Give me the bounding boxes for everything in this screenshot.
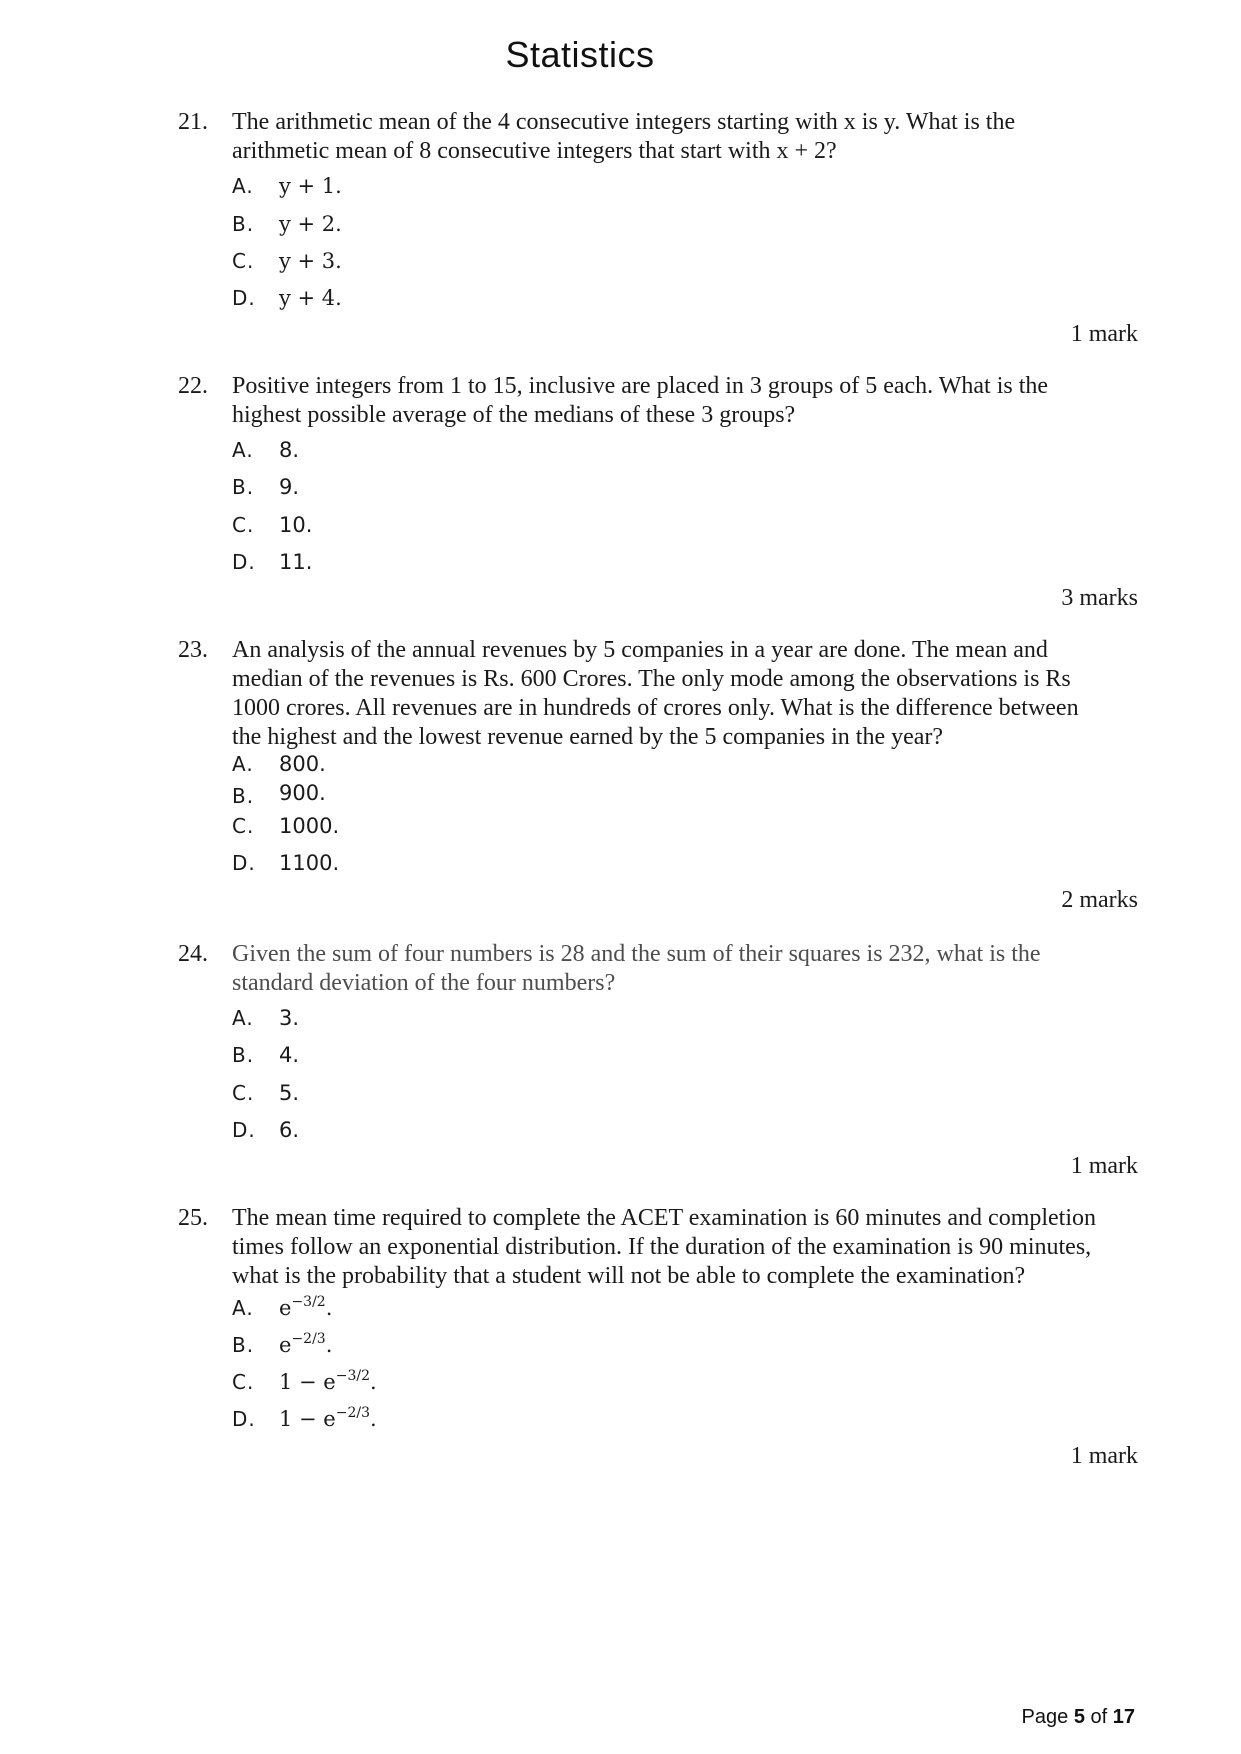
question-text bbox=[232, 940, 1138, 998]
option-value: 1100. bbox=[279, 851, 340, 875]
option-value: 800. bbox=[279, 752, 326, 776]
option-b bbox=[232, 1041, 299, 1069]
option-a bbox=[232, 436, 299, 464]
option-a bbox=[232, 1004, 299, 1032]
option-letter: D. bbox=[232, 286, 256, 310]
option-letter: B. bbox=[232, 784, 255, 808]
question-text-line: Given the sum of four numbers is 28 and the sum of their squares is 232, what is the bbox=[232, 941, 1041, 967]
marks-label: 1 mark bbox=[1070, 1443, 1138, 1469]
option-value: y + 2. bbox=[279, 212, 342, 236]
question-text-line: median of the revenues is Rs. 600 Crores. The only mode among the observations is Rs bbox=[232, 666, 1071, 692]
footer-total-pages: 17 bbox=[1112, 1706, 1135, 1728]
question-text bbox=[232, 108, 1138, 166]
question-number: 24. bbox=[178, 941, 208, 967]
footer-page-number: 5 bbox=[1073, 1706, 1085, 1728]
option-value: y + 1. bbox=[279, 174, 342, 198]
option-value: 1000. bbox=[279, 814, 340, 838]
question-number: 21. bbox=[178, 109, 208, 135]
option-letter: A. bbox=[232, 752, 254, 776]
option-value: 8. bbox=[279, 438, 300, 462]
question-text-line: standard deviation of the four numbers? bbox=[232, 970, 616, 996]
option-value bbox=[279, 1370, 377, 1394]
question-text bbox=[232, 372, 1138, 430]
question-text bbox=[232, 636, 1138, 752]
option-value bbox=[279, 1407, 377, 1431]
option-exponent: −3/2 bbox=[291, 1294, 326, 1310]
option-value: 6. bbox=[279, 1118, 300, 1142]
option-value: 9. bbox=[279, 475, 300, 499]
option-a bbox=[232, 750, 326, 778]
question-number: 23. bbox=[178, 637, 208, 663]
question-text-line: times follow an exponential distribution. If the duration of the examination is 90 minutes, bbox=[232, 1234, 1092, 1260]
option-end: . bbox=[370, 1407, 377, 1431]
option-letter: C. bbox=[232, 249, 255, 273]
question-text-line: what is the probability that a student will not be able to complete the examination? bbox=[232, 1263, 1026, 1289]
option-d bbox=[232, 1116, 299, 1144]
option-b bbox=[232, 1331, 332, 1359]
option-a bbox=[232, 1294, 332, 1322]
question-text-line: Positive integers from 1 to 15, inclusive are placed in 3 groups of 5 each. What is the bbox=[232, 373, 1049, 399]
question-text-line: highest possible average of the medians of these 3 groups? bbox=[232, 402, 796, 428]
marks-label: 1 mark bbox=[1070, 321, 1138, 347]
option-end: . bbox=[325, 1296, 333, 1320]
option-letter: D. bbox=[232, 1118, 256, 1142]
option-letter: D. bbox=[232, 851, 256, 875]
option-letter: A. bbox=[232, 1006, 254, 1030]
question-number: 22. bbox=[178, 373, 208, 399]
option-base: 1 − e bbox=[279, 1370, 336, 1394]
marks-label: 1 mark bbox=[1070, 1153, 1138, 1179]
option-value: y + 3. bbox=[279, 249, 342, 273]
question-text-line: An analysis of the annual revenues by 5 companies in a year are done. The mean and bbox=[232, 637, 1048, 663]
option-value: 4. bbox=[279, 1043, 300, 1067]
question-text bbox=[232, 1204, 1138, 1291]
option-value bbox=[279, 1296, 332, 1320]
question-text-line: 1000 crores. All revenues are in hundreds of crores only. What is the difference between bbox=[232, 695, 1079, 721]
question-text-line: arithmetic mean of 8 consecutive integers that start with x + 2? bbox=[232, 138, 837, 164]
option-d bbox=[232, 284, 342, 312]
option-exponent: −2/3 bbox=[335, 1405, 371, 1421]
option-value: 11. bbox=[279, 550, 313, 574]
option-b bbox=[232, 779, 326, 807]
option-d bbox=[232, 849, 339, 877]
option-c bbox=[232, 812, 339, 840]
option-b bbox=[232, 210, 342, 238]
option-letter: D. bbox=[232, 550, 256, 574]
option-letter: B. bbox=[232, 1043, 255, 1067]
page-title: Statistics bbox=[505, 34, 655, 75]
question-text-line: The mean time required to complete the ACET examination is 60 minutes and completion bbox=[232, 1205, 1097, 1231]
option-end: . bbox=[325, 1333, 333, 1357]
option-value bbox=[279, 1333, 332, 1357]
option-letter: B. bbox=[232, 475, 255, 499]
option-value: 5. bbox=[279, 1081, 300, 1105]
option-base: e bbox=[279, 1296, 292, 1320]
option-value: 900. bbox=[279, 781, 326, 805]
option-letter: B. bbox=[232, 212, 255, 236]
option-value: 3. bbox=[279, 1006, 300, 1030]
option-letter: C. bbox=[232, 513, 255, 537]
marks-label: 2 marks bbox=[1061, 887, 1138, 913]
question-number: 25. bbox=[178, 1205, 208, 1231]
option-letter: B. bbox=[232, 1333, 255, 1357]
option-base: 1 − e bbox=[279, 1407, 336, 1431]
option-base: e bbox=[279, 1333, 292, 1357]
option-exponent: −3/2 bbox=[335, 1368, 371, 1384]
footer-prefix: Page bbox=[1021, 1706, 1069, 1728]
option-letter: A. bbox=[232, 174, 254, 198]
option-letter: C. bbox=[232, 1370, 255, 1394]
page-footer bbox=[1022, 1706, 1135, 1729]
option-d bbox=[232, 548, 312, 576]
option-a bbox=[232, 172, 342, 200]
question-text-line: The arithmetic mean of the 4 consecutive integers starting with x is y. What is the bbox=[232, 109, 1016, 135]
option-c bbox=[232, 511, 312, 539]
footer-of: of bbox=[1090, 1706, 1108, 1728]
option-c bbox=[232, 1079, 299, 1107]
option-letter: A. bbox=[232, 438, 254, 462]
option-value: y + 4. bbox=[279, 286, 342, 310]
option-c bbox=[232, 247, 342, 275]
option-exponent: −2/3 bbox=[291, 1331, 326, 1347]
question-text-line: the highest and the lowest revenue earned by the 5 companies in the year? bbox=[232, 724, 944, 750]
option-letter: A. bbox=[232, 1296, 254, 1320]
option-d bbox=[232, 1405, 377, 1433]
option-c bbox=[232, 1368, 377, 1396]
option-b bbox=[232, 473, 299, 501]
option-letter: D. bbox=[232, 1407, 256, 1431]
marks-label: 3 marks bbox=[1061, 585, 1138, 611]
option-end: . bbox=[370, 1370, 377, 1394]
option-value: 10. bbox=[279, 513, 313, 537]
option-letter: C. bbox=[232, 1081, 255, 1105]
option-letter: C. bbox=[232, 814, 255, 838]
